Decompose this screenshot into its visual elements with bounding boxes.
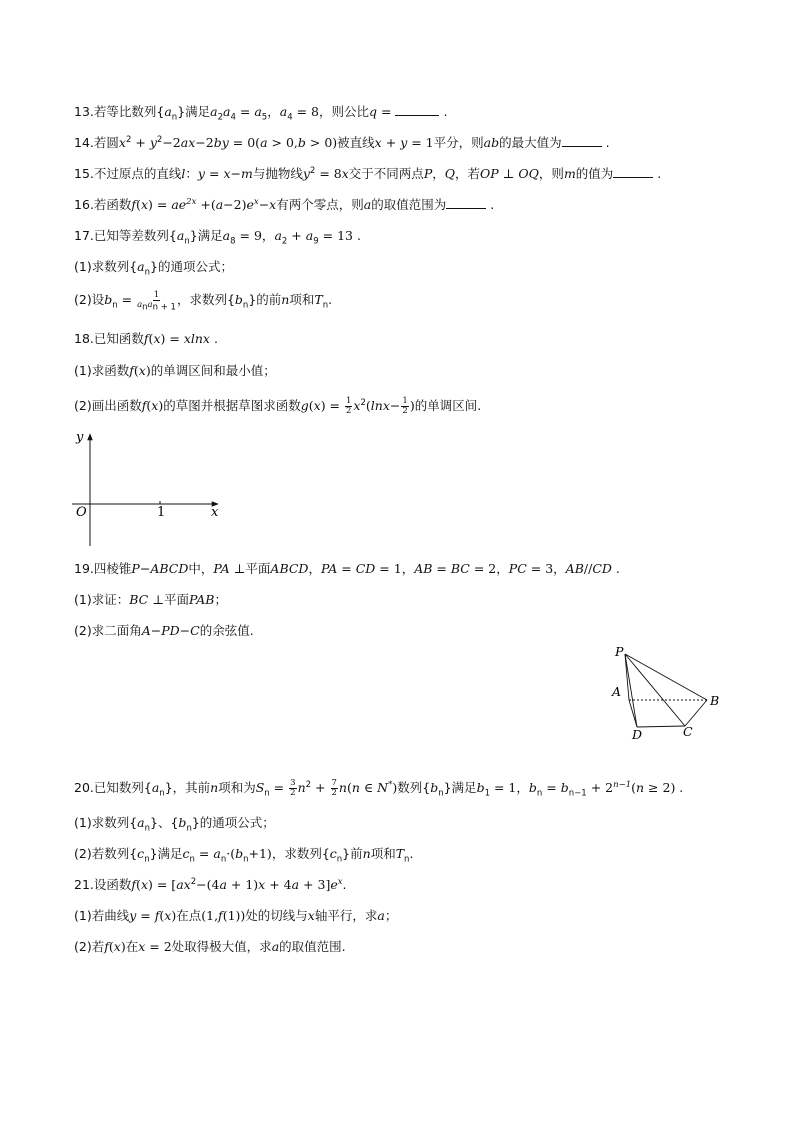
problem-21-part-2: (2)若f(x)在x = 2处取得极大值，求a的取值范围. xyxy=(74,939,346,954)
problem-21 xyxy=(74,876,347,894)
problem-15-text: 不过原点的直线l：y = x−m与抛物线$y^2 = 8x$交于不同两点P，Q，若OP ⊥ OQ，则m的值为 . xyxy=(93,165,662,181)
problem-15 xyxy=(74,165,661,183)
vertex-B: B xyxy=(710,693,720,708)
problem-18 xyxy=(74,330,218,348)
problem-18-part-1: (1)求函数f(x)的单调区间和最小值； xyxy=(74,363,276,378)
problem-21-part-1: (1)若曲线y = f(x)在点(1,f(1))处的切线与x轴平行，求a； xyxy=(74,908,398,923)
vertex-A: A xyxy=(612,684,622,699)
problem-19 xyxy=(74,560,620,578)
problem-17-part-1: (1)求数列$\{a_n\}$的通项公式； xyxy=(74,259,233,278)
problem-17-part-2: (2)设$b_n$ = $\frac{1}{a_na_{n + 1}}$ ，求数列$\{b_n\}$的前n项和$T_n$. xyxy=(74,290,333,313)
problem-19-part-1: (1)求证：BC ⊥平面PAB； xyxy=(74,592,227,607)
vertex-C: C xyxy=(683,724,693,739)
edge-DC xyxy=(637,726,685,727)
edge-PD xyxy=(625,654,637,727)
problem-13-text: 若等比数列$\{a_n\}$满足$a_2a_4 = a_5$，$a_4 = 8$，则公比q = . xyxy=(93,104,448,123)
problem-number: 13. xyxy=(74,104,94,119)
problem-13 xyxy=(74,103,447,121)
problem-14 xyxy=(74,134,610,152)
problem-19-text: 四棱锥P−ABCD中，PA ⊥平面ABCD，PA = CD = 1，AB = BC = 2，PC = 3，AB//CD . xyxy=(93,561,620,576)
problem-number: 19. xyxy=(74,561,94,576)
problem-18-text: 已知函数f(x) = xlnx . xyxy=(93,331,218,346)
vertex-P: P xyxy=(615,644,624,659)
pyramid-figure xyxy=(605,640,735,746)
problem-16 xyxy=(74,196,494,214)
problem-17 xyxy=(74,227,361,245)
tick-label-1: 1 xyxy=(157,505,166,520)
problem-20-part-2: (2)若数列$\{c_n\}$满足$c_n = a_n\cdot(b_n+1)$，求数列$\{c_n\}$前n项和$T_n$. xyxy=(74,846,414,865)
problem-number: 18. xyxy=(74,331,94,346)
origin-label: O xyxy=(76,505,87,520)
vertex-D: D xyxy=(632,727,643,742)
coordinate-axes-figure xyxy=(70,428,230,550)
problem-20-text: 已知数列$\{a_n\}$，其前n项和为$S_n$ = $\frac{3}{2}$ $n^2$ + $\frac{7}{2}$ n(n ∈ N*)数列$\{b_n\}$满足$b_1 = 1$，$b_n = b_{n-1} + 2^{n-1}(n \ge 2)$ . xyxy=(93,778,684,799)
problem-20 xyxy=(74,779,683,798)
problem-19-part-2: (2)求二面角A−PD−C的余弦值. xyxy=(74,623,254,638)
problem-14-text: 若圆$x^2 + y^2-2ax-2by = 0(a > 0,b > 0)$被直线x + y = 1平分，则ab的最大值为 . xyxy=(93,134,610,150)
x-axis-label: x xyxy=(211,505,219,520)
problem-18-part-2: (2)画出函数f(x)的草图并根据草图求函数g(x) = $\frac{1}{2}$ $x^2(\ln x-$ $\frac{1}{2}$ )的单调区间. xyxy=(74,396,482,416)
problem-20-part-1: (1)求数列$\{a_n\}$、$\{b_n\}$的通项公式； xyxy=(74,815,275,834)
problem-16-text: 若函数$f(x) = ae^{2x} +(a-2)e^x-x$有两个零点，则a的取值范围为 . xyxy=(93,196,495,212)
problem-number: 14. xyxy=(74,135,94,150)
problem-number: 17. xyxy=(74,228,94,243)
problem-21-text: 设函数$f(x) = [ax^2-(4a + 1)x + 4a + 3]e^x$. xyxy=(93,876,347,892)
edge-PC xyxy=(625,654,685,726)
y-axis-label: y xyxy=(76,430,84,445)
problem-number: 15. xyxy=(74,166,94,181)
edge-CB xyxy=(685,700,707,726)
edge-PB xyxy=(625,654,707,700)
problem-number: 16. xyxy=(74,197,94,212)
problem-number: 20. xyxy=(74,780,94,795)
problem-number: 21. xyxy=(74,877,94,892)
problem-17-text: 已知等差数列$\{a_n\}$满足$a_8 = 9$，$a_2 + a_9 = 13$ . xyxy=(93,228,361,247)
